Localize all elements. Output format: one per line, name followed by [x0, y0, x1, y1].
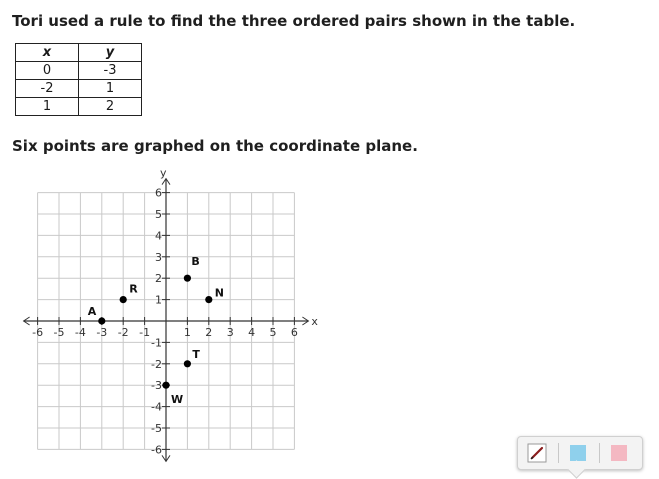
point-a [98, 317, 105, 324]
point-label-r: R [129, 282, 138, 296]
x-tick-label: -3 [96, 326, 108, 339]
x-tick-label: -6 [32, 326, 44, 339]
y-tick-label: 6 [155, 186, 162, 200]
table-cell: -2 [16, 80, 79, 98]
y-tick-label: -5 [151, 422, 162, 435]
y-tick-label: 4 [155, 229, 162, 243]
annotation-toolbar [517, 436, 643, 470]
point-r [120, 296, 127, 303]
toolbar-divider [599, 443, 600, 463]
x-tick-label: 4 [248, 326, 256, 339]
x-axis-label: x [311, 315, 318, 328]
point-w [162, 382, 169, 389]
y-tick-label: -3 [151, 379, 162, 393]
point-t [184, 360, 191, 367]
point-label-b: B [191, 255, 200, 269]
x-tick-label: 2 [205, 326, 213, 339]
graph-intro: Six points are graphed on the coordinate plane. [12, 137, 418, 155]
point-label-w: W [171, 393, 184, 407]
x-tick-label: 6 [290, 326, 298, 339]
table-cell: 0 [16, 62, 79, 80]
x-tick-label: 3 [226, 326, 234, 339]
y-tick-label: 5 [155, 208, 162, 221]
y-tick-label: 3 [155, 250, 162, 264]
table-cell: 1 [16, 98, 79, 116]
point-label-t: T [192, 347, 200, 361]
table-cell: 1 [79, 80, 142, 98]
table-cell: 2 [79, 98, 142, 116]
blue-highlighter-icon[interactable] [568, 443, 588, 463]
y-tick-label: -2 [151, 357, 162, 371]
x-tick-label: -1 [139, 326, 151, 339]
x-tick-label: 5 [269, 326, 277, 339]
x-tick-label: 1 [183, 326, 191, 339]
point-label-n: N [214, 286, 225, 300]
y-tick-label: 2 [155, 272, 162, 286]
pink-highlighter-icon[interactable] [609, 443, 629, 463]
y-axis-label: y [160, 166, 167, 180]
pencil-icon[interactable] [527, 443, 547, 463]
table-header-y: y [79, 44, 142, 62]
toolbar-divider [558, 443, 559, 463]
y-tick-label: -4 [151, 400, 162, 414]
table-cell: -3 [79, 62, 142, 80]
y-tick-label: 1 [155, 293, 162, 307]
axes [24, 167, 319, 462]
point-label-a: A [87, 305, 97, 318]
x-tick-label: -4 [74, 326, 86, 339]
x-tick-label: -2 [117, 326, 129, 339]
y-tick-label: -1 [151, 336, 162, 350]
table-header-x: x [16, 44, 79, 62]
point-b [184, 275, 191, 282]
y-tick-label: -6 [151, 443, 162, 457]
point-n [205, 296, 212, 303]
x-tick-label: -5 [53, 326, 65, 339]
question-intro: Tori used a rule to find the three ordered pairs shown in the table. [12, 12, 576, 30]
